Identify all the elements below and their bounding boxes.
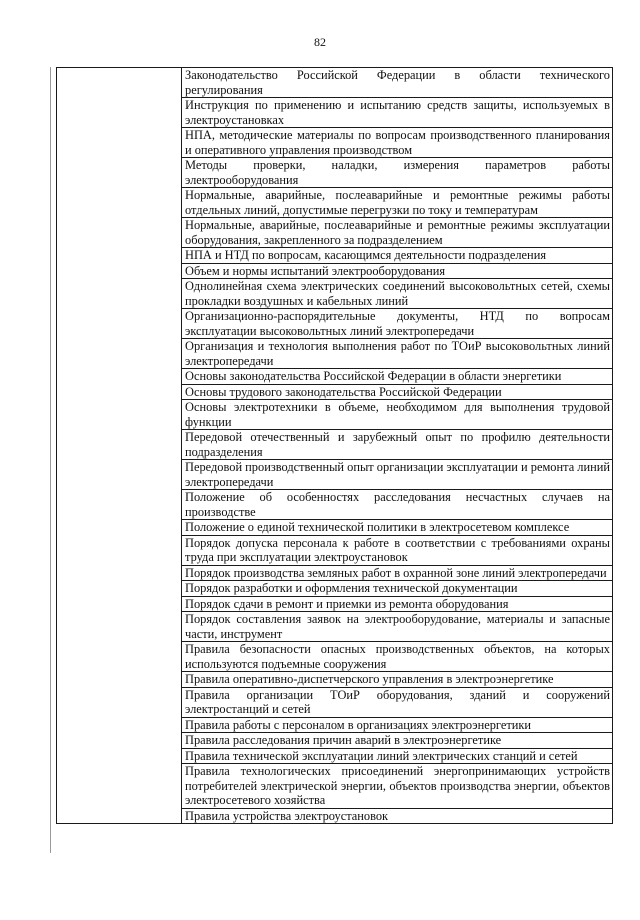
requirement-cell: Основы электротехники в объеме, необходимом для выполнения трудовой функции <box>182 400 613 430</box>
requirement-cell: Передовой отечественный и зарубежный опыт по профилю деятельности подразделения <box>182 430 613 460</box>
requirement-cell: Порядок составления заявок на электрооборудование, материалы и запасные части, инструмент <box>182 612 613 642</box>
requirement-cell: Инструкция по применению и испытанию средств защиты, используемых в электроустановках <box>182 98 613 128</box>
left-column-cell <box>57 68 182 824</box>
requirement-cell: Правила технологических присоединений энергопринимающих устройств потребителей электрической энергии, объектов производства энергии, объектов электросетевого хозяйства <box>182 764 613 809</box>
requirement-cell: Порядок разработки и оформления технической документации <box>182 581 613 597</box>
page-number: 82 <box>314 35 326 49</box>
requirement-cell: Однолинейная схема электрических соединений высоковольтных сетей, схемы прокладки воздушных и кабельных линий <box>182 279 613 309</box>
requirement-cell: Правила оперативно-диспетчерского управления в электроэнергетике <box>182 672 613 688</box>
requirement-cell: Организация и технология выполнения работ по ТОиР высоковольтных линий электропередачи <box>182 339 613 369</box>
requirement-cell: Порядок производства земляных работ в охранной зоне линий электропередачи <box>182 565 613 581</box>
requirement-cell: Основы законодательства Российской Федерации в области энергетики <box>182 369 613 385</box>
requirement-cell: Законодательство Российской Федерации в области технического регулирования <box>182 68 613 98</box>
requirement-cell: Правила безопасности опасных производственных объектов, на которых используются подъемные сооружения <box>182 642 613 672</box>
requirement-cell: Основы трудового законодательства Российской Федерации <box>182 384 613 400</box>
requirement-cell: Порядок сдачи в ремонт и приемки из ремонта оборудования <box>182 596 613 612</box>
requirement-cell: Правила работы с персоналом в организациях электроэнергетики <box>182 717 613 733</box>
knowledge-table-body <box>57 68 613 824</box>
requirement-cell: Нормальные, аварийные, послеаварийные и ремонтные режимы работы отдельных линий, допустимые перегрузки по току и температурам <box>182 188 613 218</box>
requirement-cell: Положение об особенностях расследования несчастных случаев на производстве <box>182 490 613 520</box>
table-row <box>57 68 613 98</box>
requirement-cell: Объем и нормы испытаний электрооборудования <box>182 263 613 279</box>
requirement-cell: Правила расследования причин аварий в электроэнергетике <box>182 733 613 749</box>
requirement-cell: Положение о единой технической политики в электросетевом комплексе <box>182 520 613 536</box>
requirement-cell: Нормальные, аварийные, послеаварийные и ремонтные режимы эксплуатации оборудования, закрепленного за подразделением <box>182 218 613 248</box>
requirement-cell: Правила устройства электроустановок <box>182 808 613 824</box>
requirement-cell: Правила организации ТОиР оборудования, зданий и сооружений электростанций и сетей <box>182 687 613 717</box>
requirement-cell: Организационно-распорядительные документы, НТД по вопросам эксплуатации высоковольтных линий электропередачи <box>182 309 613 339</box>
requirement-cell: Передовой производственный опыт организации эксплуатации и ремонта линий электропередачи <box>182 460 613 490</box>
left-margin-line <box>50 67 51 853</box>
requirement-cell: НПА и НТД по вопросам, касающимся деятельности подразделения <box>182 248 613 264</box>
requirement-cell: НПА, методические материалы по вопросам производственного планирования и оперативного управления производством <box>182 128 613 158</box>
requirement-cell: Порядок допуска персонала к работе в соответствии с требованиями охраны труда при эксплуатации электроустановок <box>182 535 613 565</box>
requirement-cell: Правила технической эксплуатации линий электрических станций и сетей <box>182 748 613 764</box>
requirement-cell: Методы проверки, наладки, измерения параметров работы электрооборудования <box>182 158 613 188</box>
knowledge-table <box>56 67 613 824</box>
